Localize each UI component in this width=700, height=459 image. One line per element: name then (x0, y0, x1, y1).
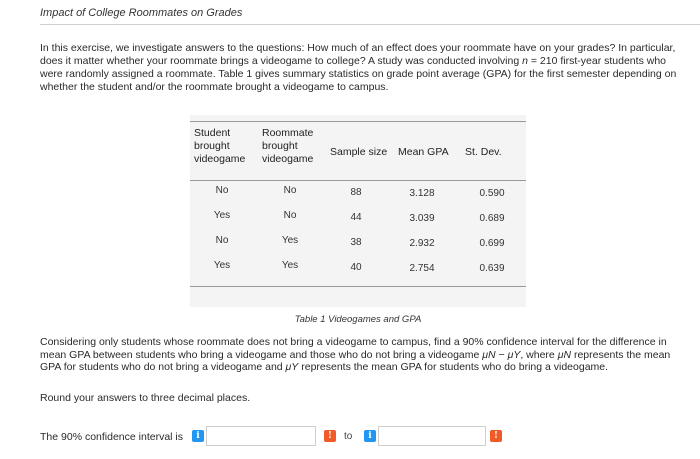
cell-student: Yes (213, 210, 231, 221)
cell-mean-gpa: 3.039 (409, 213, 435, 224)
header-roommate-line-2: brought (262, 140, 298, 152)
rounding-instruction: Round your answers to three decimal places. (40, 392, 251, 404)
header-sample-size: Sample size (330, 146, 388, 158)
upper-bound-info-icon[interactable]: i (364, 430, 376, 442)
page-title: Impact of College Roommates on Grades (40, 7, 243, 19)
cell-student: Yes (213, 260, 231, 271)
cell-mean-gpa: 3.128 (409, 188, 435, 199)
header-student-line-1: Student (194, 127, 231, 139)
lower-bound-warning-icon[interactable]: ! (324, 430, 336, 442)
header-st-dev: St. Dev. (465, 146, 502, 158)
n-equals: = 210 (527, 55, 558, 67)
question-paragraph (40, 336, 680, 374)
table-bottom-rule (190, 286, 526, 287)
header-student-line-2: brought (194, 140, 230, 152)
header-roommate-line-1: Roommate (262, 127, 314, 139)
lower-bound-input[interactable] (206, 426, 316, 446)
cell-roommate: No (283, 210, 297, 221)
mu-y-symbol: μY (285, 361, 299, 373)
question-text-4: represents the mean GPA for students who do bring a videogame. (298, 361, 609, 373)
header-mean-gpa: Mean GPA (398, 146, 449, 158)
cell-roommate: Yes (281, 260, 299, 271)
cell-sample-size: 38 (350, 237, 362, 248)
answer-label: The 90% confidence interval is (40, 431, 183, 443)
intro-paragraph (40, 42, 680, 94)
cell-student: No (215, 235, 229, 246)
to-separator: to (344, 431, 353, 442)
cell-student: No (215, 185, 229, 196)
cell-st-dev: 0.699 (479, 238, 505, 249)
header-roommate (262, 127, 313, 166)
title-divider (40, 24, 700, 25)
cell-mean-gpa: 2.932 (409, 238, 435, 249)
table-header-rule (190, 180, 526, 181)
cell-sample-size: 40 (350, 262, 362, 273)
lower-bound-info-icon[interactable]: i (192, 430, 204, 442)
cell-roommate: Yes (281, 235, 299, 246)
cell-mean-gpa: 2.754 (409, 263, 435, 274)
cell-st-dev: 0.590 (479, 188, 505, 199)
upper-bound-input[interactable] (378, 426, 486, 446)
cell-sample-size: 44 (350, 212, 362, 223)
difference-symbol: μN − μY (482, 348, 521, 361)
header-student (194, 127, 245, 166)
cell-st-dev: 0.639 (479, 263, 505, 274)
header-roommate-line-3: videogame (262, 153, 314, 165)
cell-sample-size: 88 (350, 187, 362, 198)
cell-st-dev: 0.689 (479, 213, 505, 224)
table-caption: Table 1 Videogames and GPA (294, 314, 422, 325)
header-student-line-3: videogame (194, 153, 246, 165)
table-top-rule (190, 121, 526, 122)
intro-text-2: first-year students who were randomly assigned a roommate. Table 1 gives summary statistics on grade point average (GPA) for the first semester depending on whether the student and/or the roommate brought a videogame to campus. (40, 55, 677, 93)
question-text-1: Considering only students whose roommate does not bring a videogame to campus, find a 90% confidence interval for the difference in mean GPA between students who bring a videogame and those who do not bring a videogame (40, 336, 667, 361)
cell-roommate: No (283, 185, 297, 196)
upper-bound-warning-icon[interactable]: ! (490, 430, 502, 442)
mu-n-symbol: μN (557, 348, 572, 361)
intro-text-1: In this exercise, we investigate answers to the questions: How much of an effect does your roommate have on your grades? In particular, does it matter whether your roommate brings a videogame to college? A study was conducted involving (40, 42, 676, 67)
question-text-3: represents the mean GPA for students who do not bring a videogame and (40, 348, 671, 373)
n-symbol: n (522, 55, 528, 67)
question-text-2: , where (520, 348, 558, 361)
